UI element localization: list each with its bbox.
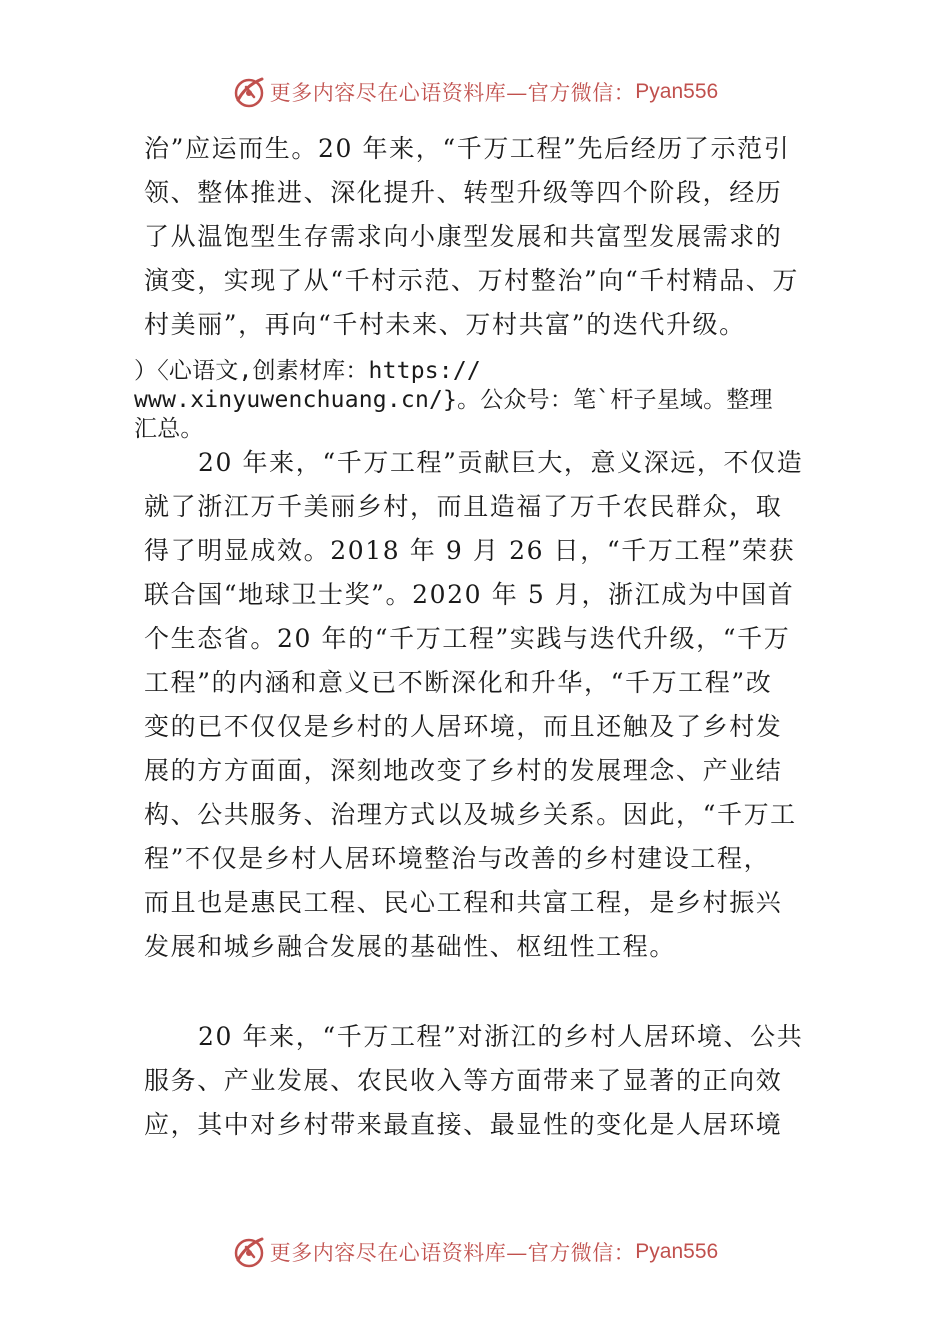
source-note-line: 汇总。 bbox=[134, 416, 204, 442]
header-banner bbox=[0, 72, 950, 112]
paragraph2-line: 就了浙江万千美丽乡村，而且造福了万千农民群众，取 bbox=[144, 492, 783, 521]
paragraph2-line: 联合国“地球卫士奖”。2020 年 5 月，浙江成为中国首 bbox=[144, 580, 795, 609]
paragraph2-line: 程”不仅是乡村人居环境整治与改善的乡村建设工程， bbox=[144, 844, 771, 873]
paragraph2-line: 个生态省。20 年的“千万工程”实践与迭代升级，“千万 bbox=[144, 624, 791, 653]
paragraph2-line: 构、公共服务、治理方式以及城乡关系。因此，“千万工 bbox=[144, 800, 797, 829]
footer-banner-text: 更多内容尽在心语资料库—官方微信： bbox=[269, 1241, 636, 1265]
paragraph3-line: 20 年来，“千万工程”对浙江的乡村人居环境、公共 bbox=[198, 1022, 804, 1051]
source-note-line: ）〈心语文,创素材库：https:// bbox=[134, 358, 481, 384]
footer-banner bbox=[0, 1232, 950, 1272]
paragraph2-line: 发展和城乡融合发展的基础性、枢纽性工程。 bbox=[144, 932, 677, 961]
paragraph3-line: 服务、产业发展、农民收入等方面带来了显著的正向效 bbox=[144, 1066, 783, 1095]
paragraph2-line: 而且也是惠民工程、民心工程和共富工程，是乡村振兴 bbox=[144, 888, 783, 917]
paragraph1-line: 演变，实现了从“千村示范、万村整治”向“千村精品、万 bbox=[144, 266, 799, 295]
paragraph2-line: 变的已不仅仅是乡村的人居环境，而且还触及了乡村发 bbox=[144, 712, 783, 741]
paragraph1-line: 村美丽”，再向“千村未来、万村共富”的迭代升级。 bbox=[144, 310, 746, 339]
brand-logo-icon bbox=[232, 1235, 266, 1269]
paragraph3-line: 应，其中对乡村带来最直接、最显性的变化是人居环境 bbox=[144, 1110, 783, 1139]
paragraph2-line: 20 年来，“千万工程”贡献巨大，意义深远，不仅造 bbox=[198, 448, 804, 477]
paragraph1-line: 了从温饱型生存需求向小康型发展和共富型发展需求的 bbox=[144, 222, 783, 251]
paragraph2-line: 展的方方面面，深刻地改变了乡村的发展理念、产业结 bbox=[144, 756, 783, 785]
paragraph1-line: 领、整体推进、深化提升、转型升级等四个阶段，经历 bbox=[144, 178, 783, 207]
paragraph1-line: 治”应运而生。20 年来，“千万工程”先后经历了示范引 bbox=[144, 134, 791, 163]
source-note-line: www.xinyuwenchuang.cn/}。公众号：笔`杆子星域。整理 bbox=[134, 387, 773, 413]
paragraph2-line: 工程”的内涵和意义已不断深化和升华，“千万工程”改 bbox=[144, 668, 773, 697]
header-wechat-id: Pyan556 bbox=[635, 80, 719, 103]
footer-wechat-id: Pyan556 bbox=[635, 1240, 719, 1263]
brand-logo-icon bbox=[232, 75, 266, 109]
header-banner-text: 更多内容尽在心语资料库—官方微信： bbox=[269, 81, 636, 105]
paragraph2-line: 得了明显成效。2018 年 9 月 26 日，“千万工程”荣获 bbox=[144, 536, 796, 565]
